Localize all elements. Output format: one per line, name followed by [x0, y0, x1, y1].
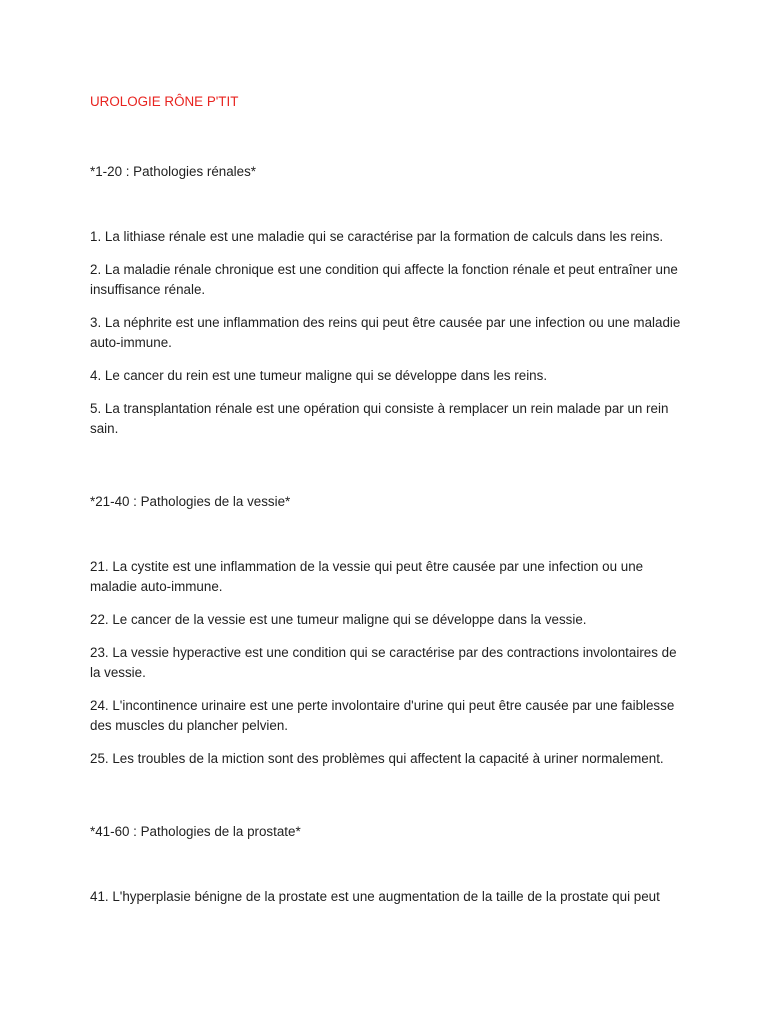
- list-item: 2. La maladie rénale chronique est une condition qui affecte la fonction rénale et peut entraîner une insuffisance rénale.: [90, 262, 678, 297]
- list-item: 24. L'incontinence urinaire est une perte involontaire d'urine qui peut être causée par une faiblesse des muscles du plancher pelvien.: [90, 698, 675, 733]
- list-item: 5. La transplantation rénale est une opération qui consiste à remplacer un rein malade par un rein sain.: [90, 401, 669, 436]
- list-item: 3. La néphrite est une inflammation des reins qui peut être causée par une infection ou une maladie auto-immune.: [90, 315, 681, 350]
- section-heading-renal: *1-20 : Pathologies rénales*: [90, 164, 257, 179]
- section-heading-bladder: *21-40 : Pathologies de la vessie*: [90, 494, 291, 509]
- list-item: 4. Le cancer du rein est une tumeur maligne qui se développe dans les reins.: [90, 368, 548, 383]
- list-item: 25. Les troubles de la miction sont des problèmes qui affectent la capacité à uriner normalement.: [90, 751, 664, 766]
- list-item: 41. L'hyperplasie bénigne de la prostate est une augmentation de la taille de la prostate qui peut: [90, 889, 660, 904]
- list-item: 1. La lithiase rénale est une maladie qui se caractérise par la formation de calculs dans les reins.: [90, 229, 664, 244]
- document-title: UROLOGIE RÔNE P'TIT: [90, 94, 239, 109]
- section-heading-prostate: *41-60 : Pathologies de la prostate*: [90, 824, 301, 839]
- list-item: 22. Le cancer de la vessie est une tumeur maligne qui se développe dans la vessie.: [90, 612, 587, 627]
- document-page: [90, 92, 690, 920]
- list-item: 21. La cystite est une inflammation de la vessie qui peut être causée par une infection ou une maladie auto-immune.: [90, 559, 644, 594]
- list-item: 23. La vessie hyperactive est une condition qui se caractérise par des contractions involontaires de la vessie.: [90, 645, 677, 680]
